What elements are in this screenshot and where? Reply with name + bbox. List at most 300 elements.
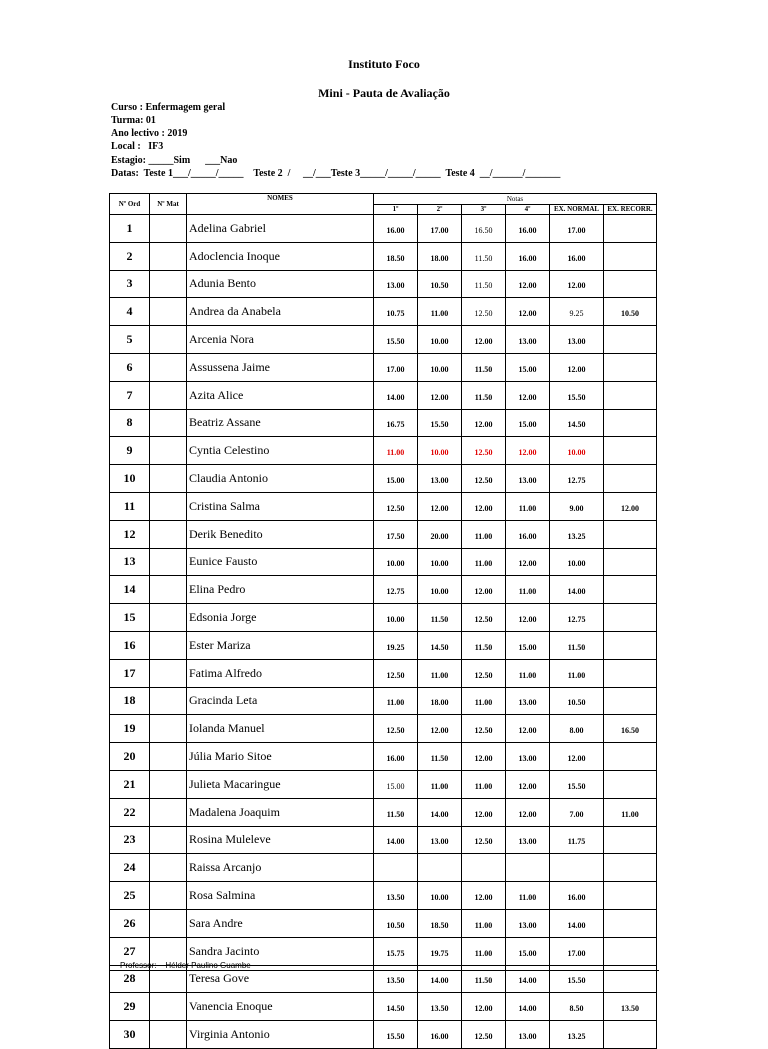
student-number xyxy=(150,270,187,298)
grade-n4: 15.00 xyxy=(506,937,550,965)
grade-n4: 16.00 xyxy=(506,520,550,548)
grade-n3: 11.00 xyxy=(462,770,506,798)
grade-exn: 14.00 xyxy=(550,576,604,604)
table-row xyxy=(110,882,657,910)
grade-exr xyxy=(604,659,657,687)
col-4-header: 4º xyxy=(506,204,550,215)
col-mat-header: Nº Mat xyxy=(150,194,187,215)
grade-n3: 12.50 xyxy=(462,826,506,854)
grade-n1: 16.75 xyxy=(374,409,418,437)
row-number: 13 xyxy=(110,548,150,576)
grade-exn: 10.50 xyxy=(550,687,604,715)
student-number xyxy=(150,909,187,937)
col-1-header: 1º xyxy=(374,204,418,215)
row-number: 8 xyxy=(110,409,150,437)
student-name: Julieta Macaringue xyxy=(187,770,374,798)
grade-n1: 10.00 xyxy=(374,604,418,632)
grade-exn: 12.00 xyxy=(550,353,604,381)
table-row xyxy=(110,548,657,576)
grade-n3: 12.00 xyxy=(462,993,506,1021)
student-number xyxy=(150,353,187,381)
student-number xyxy=(150,826,187,854)
grade-n1: 14.00 xyxy=(374,826,418,854)
grade-n2: 18.50 xyxy=(418,909,462,937)
col-2-header: 2º xyxy=(418,204,462,215)
row-number: 5 xyxy=(110,326,150,354)
grade-n1: 11.00 xyxy=(374,687,418,715)
table-row xyxy=(110,437,657,465)
grade-exr xyxy=(604,882,657,910)
table-row xyxy=(110,854,657,882)
grade-n2: 17.00 xyxy=(418,215,462,243)
table-row xyxy=(110,353,657,381)
grade-n4: 12.00 xyxy=(506,381,550,409)
grade-n4: 13.00 xyxy=(506,465,550,493)
grade-n2: 10.00 xyxy=(418,576,462,604)
student-number xyxy=(150,687,187,715)
grade-n2: 18.00 xyxy=(418,242,462,270)
grade-n1: 13.50 xyxy=(374,965,418,993)
table-row xyxy=(110,659,657,687)
table-row xyxy=(110,298,657,326)
grade-exr: 16.50 xyxy=(604,715,657,743)
grade-n3: 11.50 xyxy=(462,965,506,993)
grade-n2: 10.50 xyxy=(418,270,462,298)
row-number: 4 xyxy=(110,298,150,326)
grade-exn: 11.75 xyxy=(550,826,604,854)
grade-n4 xyxy=(506,854,550,882)
student-name: Adunia Bento xyxy=(187,270,374,298)
grade-exr xyxy=(604,465,657,493)
grade-n4: 11.00 xyxy=(506,492,550,520)
grade-exn: 17.00 xyxy=(550,215,604,243)
student-name: Teresa Gove xyxy=(187,965,374,993)
grade-exn: 15.50 xyxy=(550,770,604,798)
grade-n2: 12.00 xyxy=(418,492,462,520)
grade-n3: 12.00 xyxy=(462,798,506,826)
student-number xyxy=(150,242,187,270)
school-year-line: Ano lectivo : 2019 xyxy=(111,128,188,139)
row-number: 23 xyxy=(110,826,150,854)
grade-n4: 14.00 xyxy=(506,965,550,993)
grade-n3: 12.50 xyxy=(462,437,506,465)
row-number: 18 xyxy=(110,687,150,715)
grade-exr xyxy=(604,826,657,854)
student-name: Sara Andre xyxy=(187,909,374,937)
grade-exr xyxy=(604,353,657,381)
row-number: 26 xyxy=(110,909,150,937)
student-name: Adelina Gabriel xyxy=(187,215,374,243)
student-name: Rosa Salmina xyxy=(187,882,374,910)
grade-n3: 11.50 xyxy=(462,270,506,298)
class-line: Turma: 01 xyxy=(111,115,156,126)
grade-exn: 7.00 xyxy=(550,798,604,826)
grade-exn: 16.00 xyxy=(550,882,604,910)
table-row xyxy=(110,381,657,409)
grade-n2: 10.00 xyxy=(418,882,462,910)
grade-n2: 13.00 xyxy=(418,465,462,493)
student-name: Virginia Antonio xyxy=(187,1021,374,1049)
student-number xyxy=(150,715,187,743)
grade-n4: 16.00 xyxy=(506,242,550,270)
row-number: 16 xyxy=(110,631,150,659)
student-number xyxy=(150,409,187,437)
internship-line: Estagio: _____Sim ___Nao xyxy=(111,155,238,166)
student-number xyxy=(150,798,187,826)
grade-n4: 12.00 xyxy=(506,715,550,743)
grade-exr xyxy=(604,548,657,576)
grade-n1: 13.50 xyxy=(374,882,418,910)
student-name: Júlia Mario Sitoe xyxy=(187,743,374,771)
student-number xyxy=(150,1021,187,1049)
grade-n4: 11.00 xyxy=(506,882,550,910)
course-line: Curso : Enfermagem geral xyxy=(111,102,226,113)
grade-n4: 13.00 xyxy=(506,909,550,937)
grade-exr xyxy=(604,326,657,354)
student-number xyxy=(150,520,187,548)
institute-title: Instituto Foco xyxy=(348,57,420,71)
grade-n1: 10.75 xyxy=(374,298,418,326)
table-row xyxy=(110,215,657,243)
grade-n3: 12.00 xyxy=(462,326,506,354)
grade-n2: 10.00 xyxy=(418,353,462,381)
student-number xyxy=(150,770,187,798)
grade-n3: 12.50 xyxy=(462,1021,506,1049)
grade-n4: 11.00 xyxy=(506,576,550,604)
student-number xyxy=(150,743,187,771)
grade-n4: 12.00 xyxy=(506,298,550,326)
row-number: 12 xyxy=(110,520,150,548)
student-number xyxy=(150,465,187,493)
grade-exn: 11.50 xyxy=(550,631,604,659)
student-number xyxy=(150,215,187,243)
table-row xyxy=(110,715,657,743)
student-number xyxy=(150,604,187,632)
table-row xyxy=(110,465,657,493)
table-row xyxy=(110,604,657,632)
grade-n3 xyxy=(462,854,506,882)
grade-exn: 17.00 xyxy=(550,937,604,965)
grade-n1: 15.75 xyxy=(374,937,418,965)
row-number: 21 xyxy=(110,770,150,798)
grade-exr xyxy=(604,604,657,632)
table-row xyxy=(110,770,657,798)
student-name: Claudia Antonio xyxy=(187,465,374,493)
grade-n1: 15.50 xyxy=(374,1021,418,1049)
grade-n2: 11.00 xyxy=(418,770,462,798)
col-3-header: 3º xyxy=(462,204,506,215)
student-name: Madalena Joaquim xyxy=(187,798,374,826)
grade-n2: 11.50 xyxy=(418,604,462,632)
student-name: Adoclencia Inoque xyxy=(187,242,374,270)
table-row xyxy=(110,743,657,771)
grade-n1: 19.25 xyxy=(374,631,418,659)
grade-n4: 13.00 xyxy=(506,687,550,715)
grade-n1: 16.00 xyxy=(374,743,418,771)
grade-n3: 12.50 xyxy=(462,659,506,687)
grade-n4: 12.00 xyxy=(506,604,550,632)
table-row xyxy=(110,687,657,715)
student-name: Arcenia Nora xyxy=(187,326,374,354)
grade-n2: 19.75 xyxy=(418,937,462,965)
row-number: 28 xyxy=(110,965,150,993)
student-number xyxy=(150,437,187,465)
grade-exn xyxy=(550,854,604,882)
grade-exr xyxy=(604,1021,657,1049)
grade-exr xyxy=(604,854,657,882)
grades-table xyxy=(109,193,657,1049)
grade-n3: 11.00 xyxy=(462,687,506,715)
table-row xyxy=(110,798,657,826)
grade-n2: 12.00 xyxy=(418,715,462,743)
document-subtitle: Mini - Pauta de Avaliação xyxy=(318,86,450,100)
test-dates-line: Datas: Teste 1___/_____/_____ Teste 2 / __/___Teste 3_____/_____/_____ Teste 4 __/______/_______ xyxy=(111,168,561,179)
grade-n1: 14.50 xyxy=(374,993,418,1021)
col-names-header: NOMES xyxy=(187,194,374,215)
grade-n2: 11.00 xyxy=(418,659,462,687)
table-row xyxy=(110,242,657,270)
row-number: 19 xyxy=(110,715,150,743)
row-number: 2 xyxy=(110,242,150,270)
grade-exr: 13.50 xyxy=(604,993,657,1021)
grade-n4: 12.00 xyxy=(506,798,550,826)
grade-exr xyxy=(604,437,657,465)
grade-exr xyxy=(604,242,657,270)
student-number xyxy=(150,298,187,326)
grade-n1: 10.50 xyxy=(374,909,418,937)
student-number xyxy=(150,492,187,520)
col-ord-header: Nº Ord xyxy=(110,194,150,215)
grade-n3: 12.50 xyxy=(462,298,506,326)
grade-n2: 13.50 xyxy=(418,993,462,1021)
student-number xyxy=(150,882,187,910)
grade-n2: 11.00 xyxy=(418,298,462,326)
table-row xyxy=(110,409,657,437)
grade-n2: 14.50 xyxy=(418,631,462,659)
grade-exr xyxy=(604,409,657,437)
grade-exn: 14.00 xyxy=(550,909,604,937)
grade-n3: 12.00 xyxy=(462,409,506,437)
student-name: Elina Pedro xyxy=(187,576,374,604)
grade-n2: 14.00 xyxy=(418,965,462,993)
grade-n1: 15.00 xyxy=(374,770,418,798)
grade-n1: 14.00 xyxy=(374,381,418,409)
table-row xyxy=(110,492,657,520)
grade-n3: 11.00 xyxy=(462,548,506,576)
grade-n2: 11.50 xyxy=(418,743,462,771)
grade-n3: 16.50 xyxy=(462,215,506,243)
grade-exn: 12.00 xyxy=(550,270,604,298)
grade-exr xyxy=(604,576,657,604)
grade-n4: 12.00 xyxy=(506,270,550,298)
grade-exr xyxy=(604,909,657,937)
grade-exn: 12.00 xyxy=(550,743,604,771)
student-name: Fatima Alfredo xyxy=(187,659,374,687)
grade-exr xyxy=(604,743,657,771)
row-number: 27 xyxy=(110,937,150,965)
grade-n1: 10.00 xyxy=(374,548,418,576)
grade-exn: 9.00 xyxy=(550,492,604,520)
grade-n2: 18.00 xyxy=(418,687,462,715)
grade-n1: 11.50 xyxy=(374,798,418,826)
grade-n3: 12.00 xyxy=(462,743,506,771)
grade-n1: 12.50 xyxy=(374,715,418,743)
grade-n1: 12.50 xyxy=(374,492,418,520)
grade-n3: 11.50 xyxy=(462,631,506,659)
grade-n1: 17.50 xyxy=(374,520,418,548)
grade-exr xyxy=(604,520,657,548)
grade-exr xyxy=(604,215,657,243)
row-number: 17 xyxy=(110,659,150,687)
student-name: Sandra Jacinto xyxy=(187,937,374,965)
grade-exn: 8.00 xyxy=(550,715,604,743)
student-number xyxy=(150,548,187,576)
grade-n2: 15.50 xyxy=(418,409,462,437)
grade-n4: 15.00 xyxy=(506,631,550,659)
grade-n1: 16.00 xyxy=(374,215,418,243)
row-number: 14 xyxy=(110,576,150,604)
signature-line xyxy=(109,970,659,971)
grade-n3: 12.50 xyxy=(462,604,506,632)
grade-n2: 16.00 xyxy=(418,1021,462,1049)
student-name: Cristina Salma xyxy=(187,492,374,520)
grade-exn: 13.00 xyxy=(550,326,604,354)
table-row xyxy=(110,909,657,937)
grade-n3: 11.50 xyxy=(462,381,506,409)
grade-exn: 11.00 xyxy=(550,659,604,687)
grade-exn: 15.50 xyxy=(550,965,604,993)
grade-exn: 9.25 xyxy=(550,298,604,326)
grade-n2: 10.00 xyxy=(418,326,462,354)
student-name: Assussena Jaime xyxy=(187,353,374,381)
grade-n1: 17.00 xyxy=(374,353,418,381)
grade-n1: 15.00 xyxy=(374,465,418,493)
grade-n4: 16.00 xyxy=(506,215,550,243)
grade-n4: 15.00 xyxy=(506,353,550,381)
student-name: Azita Alice xyxy=(187,381,374,409)
grade-n3: 12.50 xyxy=(462,715,506,743)
table-row xyxy=(110,270,657,298)
row-number: 11 xyxy=(110,492,150,520)
row-number: 25 xyxy=(110,882,150,910)
grade-n4: 13.00 xyxy=(506,826,550,854)
student-number xyxy=(150,993,187,1021)
table-row xyxy=(110,993,657,1021)
student-number xyxy=(150,326,187,354)
grade-exr: 11.00 xyxy=(604,798,657,826)
grade-exn: 12.75 xyxy=(550,604,604,632)
grade-n4: 11.00 xyxy=(506,659,550,687)
grade-exn: 14.50 xyxy=(550,409,604,437)
col-exam-normal-header: EX. NORMAL xyxy=(550,204,604,215)
grade-exr xyxy=(604,381,657,409)
grade-n4: 13.00 xyxy=(506,743,550,771)
row-number: 29 xyxy=(110,993,150,1021)
grade-exr: 10.50 xyxy=(604,298,657,326)
row-number: 9 xyxy=(110,437,150,465)
table-row xyxy=(110,826,657,854)
table-row xyxy=(110,631,657,659)
student-number xyxy=(150,854,187,882)
student-name: Cyntia Celestino xyxy=(187,437,374,465)
row-number: 3 xyxy=(110,270,150,298)
student-name: Gracinda Leta xyxy=(187,687,374,715)
student-name: Ester Mariza xyxy=(187,631,374,659)
grade-n2: 10.00 xyxy=(418,548,462,576)
row-number: 22 xyxy=(110,798,150,826)
grade-n4: 12.00 xyxy=(506,548,550,576)
grade-n2: 20.00 xyxy=(418,520,462,548)
grade-n3: 11.00 xyxy=(462,909,506,937)
grade-n3: 11.00 xyxy=(462,520,506,548)
grade-exr xyxy=(604,770,657,798)
grade-n1 xyxy=(374,854,418,882)
student-name: Andrea da Anabela xyxy=(187,298,374,326)
grade-n2: 12.00 xyxy=(418,381,462,409)
grade-n4: 13.00 xyxy=(506,326,550,354)
grade-n3: 12.00 xyxy=(462,492,506,520)
notas-header: Notas xyxy=(374,194,657,205)
student-number xyxy=(150,381,187,409)
grade-exn: 15.50 xyxy=(550,381,604,409)
grade-n4: 14.00 xyxy=(506,993,550,1021)
student-name: Raissa Arcanjo xyxy=(187,854,374,882)
grade-exn: 8.50 xyxy=(550,993,604,1021)
row-number: 1 xyxy=(110,215,150,243)
grade-n1: 12.50 xyxy=(374,659,418,687)
grade-n3: 12.00 xyxy=(462,576,506,604)
grade-n2: 13.00 xyxy=(418,826,462,854)
table-row xyxy=(110,520,657,548)
student-name: Rosina Muleleve xyxy=(187,826,374,854)
grade-n4: 12.00 xyxy=(506,437,550,465)
grade-exn: 16.00 xyxy=(550,242,604,270)
grade-exn: 10.00 xyxy=(550,437,604,465)
grade-exn: 10.00 xyxy=(550,548,604,576)
student-number xyxy=(150,576,187,604)
grade-n4: 12.00 xyxy=(506,770,550,798)
professor-signature: Professor: Hélder Paulino Guambe xyxy=(120,961,251,970)
grade-exn: 13.25 xyxy=(550,520,604,548)
row-number: 15 xyxy=(110,604,150,632)
grade-exr xyxy=(604,937,657,965)
grade-n1: 11.00 xyxy=(374,437,418,465)
table-row xyxy=(110,326,657,354)
grade-exr xyxy=(604,631,657,659)
student-name: Edsonia Jorge xyxy=(187,604,374,632)
grade-n4: 13.00 xyxy=(506,1021,550,1049)
grade-n2 xyxy=(418,854,462,882)
student-name: Eunice Fausto xyxy=(187,548,374,576)
grade-n3: 11.50 xyxy=(462,353,506,381)
grade-n1: 15.50 xyxy=(374,326,418,354)
grade-n2: 10.00 xyxy=(418,437,462,465)
table-row xyxy=(110,576,657,604)
student-number xyxy=(150,631,187,659)
student-name: Derik Benedito xyxy=(187,520,374,548)
grade-n3: 12.50 xyxy=(462,465,506,493)
grade-exr: 12.00 xyxy=(604,492,657,520)
grade-exn: 12.75 xyxy=(550,465,604,493)
row-number: 20 xyxy=(110,743,150,771)
grade-n1: 12.75 xyxy=(374,576,418,604)
student-name: Vanencia Enoque xyxy=(187,993,374,1021)
grade-n4: 15.00 xyxy=(506,409,550,437)
row-number: 10 xyxy=(110,465,150,493)
grade-exr xyxy=(604,687,657,715)
grade-n3: 11.00 xyxy=(462,937,506,965)
grade-exn: 13.25 xyxy=(550,1021,604,1049)
